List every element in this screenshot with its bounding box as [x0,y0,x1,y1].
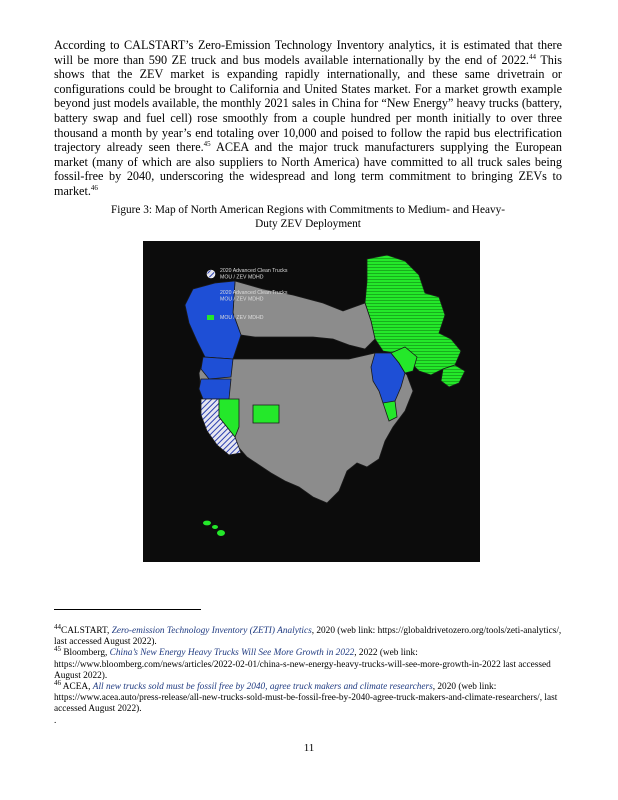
legend-sub-1: MOU / ZEV MDHD [220,274,264,281]
legend-label-2: 2020 Advanced Clean Trucks [220,290,288,296]
footnote-title-link[interactable]: All new trucks sold must be fossil free by 2040, agree truck makers and climate researchers [92,682,433,693]
north-america-zev-map [143,241,480,562]
body-text-3: ACEA and the major truck manufacturers supplying the European market (many of which are also suppliers to North America) have committed to all truck sales being fossil-free by 2040, underscoring the widespread and long term commitment to bringing ZEVs to market. [54,140,562,198]
footnote-author: CALSTART, [61,626,112,636]
legend-swatch-blue [207,292,214,299]
body-paragraph [54,38,562,199]
page-number: 11 [303,742,315,754]
footnote-details: , 2022 (web link: https://www.bloomberg.com/news/articles/2022-02-01/china-s-new-energy-heavy-trucks-will-see-more-growth-in-2022 last accessed August 2022). [54,648,551,681]
trailing-mark: . [54,715,57,726]
footnote-title-link[interactable]: Zero-emission Technology Inventory (ZETI) Analytics [111,626,312,636]
footnote-45 [54,645,562,682]
region-hawaii-3 [217,530,225,536]
footnote-ref-45[interactable]: 45 [203,140,211,149]
legend-swatch-green [207,315,214,320]
body-text-1: According to CALSTART’s Zero-Emission Technology Inventory analytics, it is estimated that there will be more than 590 ZE truck and bus models available internationally by the end of 2022. [54,38,562,67]
legend-sub-2: MOU / ZEV MDHD [220,296,264,303]
footnotes [54,622,562,727]
caption-line-2: Duty ZEV Deployment [255,218,361,230]
region-colorado [253,405,279,423]
legend-swatch-striped [207,270,215,278]
legend-label-1: 2020 Advanced Clean Trucks [220,268,288,274]
footnote-details: , 2020 (web link: https://www.acea.auto/press-release/all-new-trucks-sold-must-be-fossil-free-by-2040-agree-truck-makers-and-climate-researchers/, last accessed August 2022). [54,682,558,715]
region-hawaii-1 [203,521,211,526]
footnote-author: ACEA, [61,682,93,693]
caption-line-1: Figure 3: Map of North American Regions with Commitments to Medium- and Heavy- [110,204,506,216]
body-text-2: This shows that the ZEV market is expanding rapidly internationally, and these same drivetrain or configurations could be brought to California and United States market. For a market growth example beyond just models available, the monthly 2021 sales in China for “New Energy” heavy trucks (battery, battery swap and fuel cell) rose smoothly from a couple hundred per month initially to over three thousand a month by year’s end totaling over 10,000 and poised to follow the rapid bus electrification trajectory already seen there. [54,52,562,155]
footnote-number: 46 [54,678,61,687]
footnote-title-link[interactable]: China’s New Energy Heavy Trucks Will See More Growth in 2022 [109,648,355,659]
footnote-separator [54,609,201,610]
footnote-details: , 2020 (web link: https://globaldrivetozero.org/tools/zeti-analytics/, last accessed August 2022). [54,626,562,648]
figure-caption [54,203,562,231]
footnote-ref-44[interactable]: 44 [528,52,536,61]
footnote-44 [54,622,562,648]
footnote-number: 44 [54,622,61,631]
footnote-ref-46[interactable]: 46 [90,183,98,192]
footnote-46 [54,678,562,716]
region-hawaii-2 [212,525,218,529]
region-oregon [199,379,231,399]
footnote-author: Bloomberg, [61,648,110,659]
legend-label-3: MOU / ZEV MDHD [220,315,264,321]
footnote-number: 45 [54,645,61,654]
